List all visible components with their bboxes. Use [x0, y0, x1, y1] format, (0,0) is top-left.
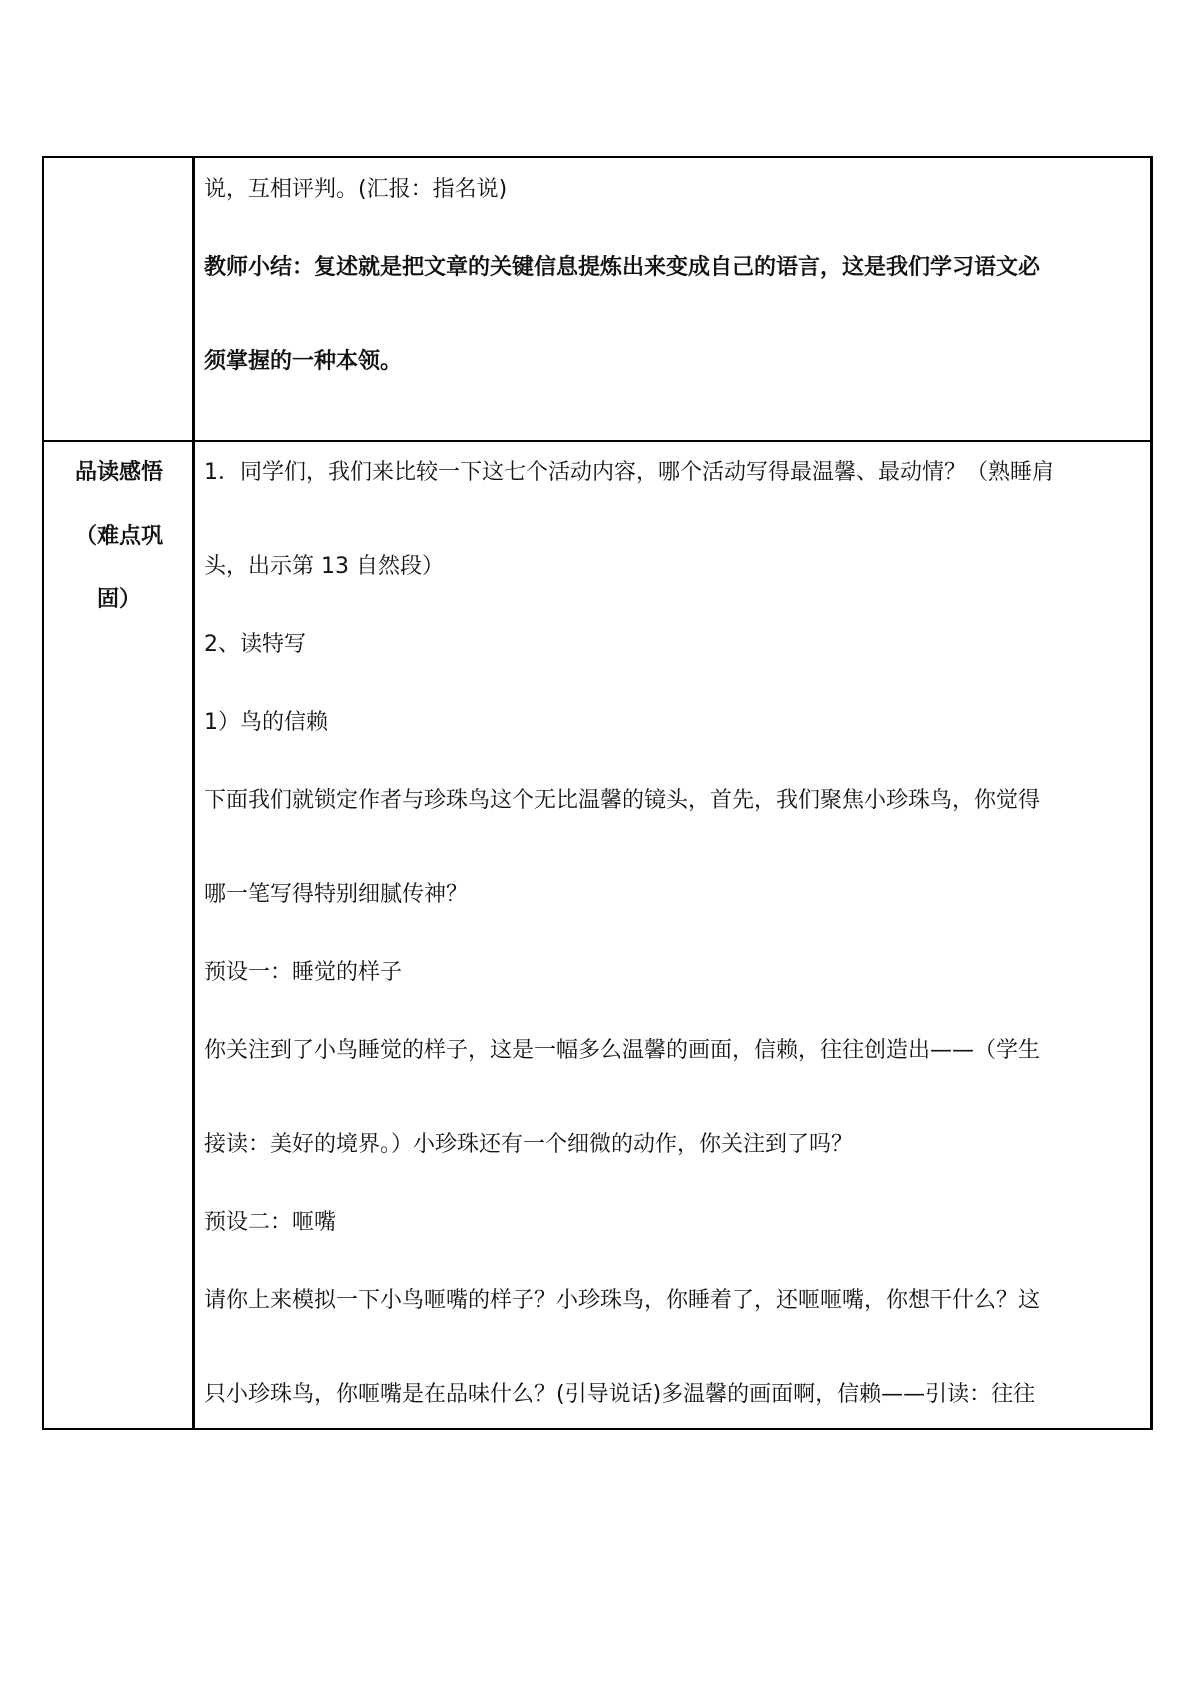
row2-line-6: 哪一笔写得特别细腻传神？	[204, 882, 469, 907]
row2-line-11: 请你上来模拟一下小鸟咂嘴的样子？小珍珠鸟，你睡着了，还咂咂嘴，你想干什么？这	[204, 1288, 1041, 1313]
table-column-divider	[192, 156, 195, 1430]
row2-line-3: 2、读特写	[204, 632, 306, 657]
table-top-border	[42, 156, 1152, 158]
row2-label-line-2: （难点巩	[74, 524, 163, 549]
row2-line-2: 头，出示第 13 自然段）	[204, 554, 444, 579]
row2-line-12: 只小珍珠鸟，你咂嘴是在品味什么？(引导说话)多温馨的画面啊，信赖——引读：往往	[204, 1382, 1036, 1407]
table-left-border	[42, 156, 44, 1430]
table-row-divider	[42, 440, 1152, 442]
table-right-border	[1150, 156, 1153, 1430]
row2-line-5: 下面我们就锁定作者与珍珠鸟这个无比温馨的镜头，首先，我们聚焦小珍珠鸟，你觉得	[204, 788, 1041, 813]
row2-line-8: 你关注到了小鸟睡觉的样子，这是一幅多么温馨的画面，信赖，往往创造出——（学生	[204, 1038, 1041, 1063]
row2-label-line-1: 品读感悟	[74, 460, 163, 485]
row2-line-4: 1）鸟的信赖	[204, 710, 328, 735]
row2-line-7: 预设一：睡觉的样子	[204, 960, 403, 985]
teacher-summary-line-1: 教师小结：复述就是把文章的关键信息提炼出来变成自己的语言，这是我们学习语文必	[204, 255, 1041, 280]
row1-line-1: 说，互相评判。(汇报：指名说)	[204, 177, 508, 202]
row2-line-1: 1．同学们，我们来比较一下这七个活动内容，哪个活动写得最温馨、最动情？（熟睡肩	[204, 460, 1054, 485]
table-bottom-border	[42, 1428, 1152, 1430]
row2-line-10: 预设二：咂嘴	[204, 1210, 337, 1235]
row2-label-line-3: 固）	[96, 587, 141, 612]
row2-line-9: 接读：美好的境界。）小珍珠还有一个细微的动作，你关注到了吗？	[204, 1132, 854, 1157]
teacher-summary-line-2: 须掌握的一种本领。	[204, 349, 403, 374]
